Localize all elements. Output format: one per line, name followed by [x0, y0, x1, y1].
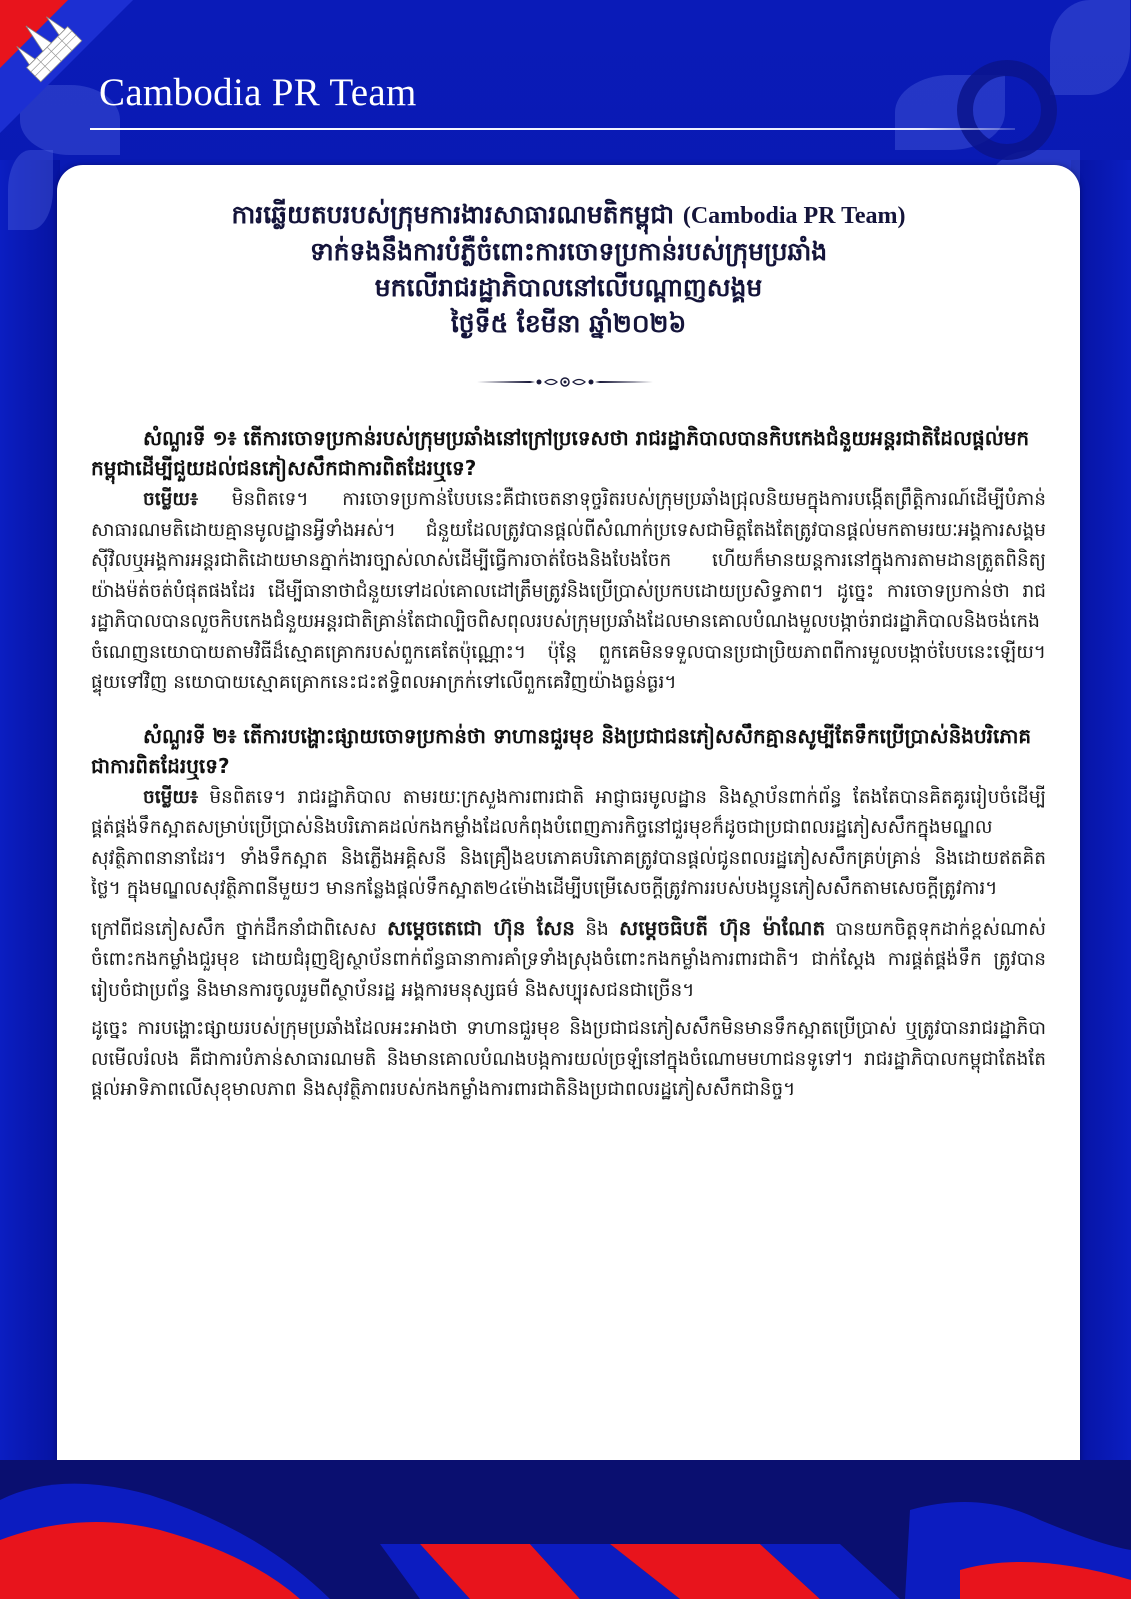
- answer-1-label: ចម្លើយ៖: [143, 489, 199, 510]
- answer-2: [91, 783, 1046, 905]
- background-right-band: [1071, 160, 1131, 1599]
- question-2: សំណួរទី ២៖ តើការបង្ហោះផ្សាយចោទប្រកាន់ថា ទាហានជួរមុខ និងប្រជាជនភៀសសឹកគ្មានសូម្បីតែទឹកប្រើប្រាស់និងបរិភោគ ជាការពិតដែរឬទេ?: [91, 723, 1032, 778]
- heading-line-2: ទាក់ទងនឹងការបំភ្លឺចំពោះការចោទប្រកាន់របស់ក្រុមប្រឆាំង: [309, 237, 828, 266]
- paragraph-text: និង: [574, 918, 620, 940]
- paragraph-text: បានយកចិត្តទុកដាក់ខ្ពស់ណាស់ចំពោះកងកម្លាំងជួរមុខ ដោយជំរុញឱ្យស្ថាប័នពាក់ព័ន្ធធានាការគាំទ្រទាំងស្រុងចំពោះកងកម្លាំងការពារជាតិ។ ជាក់ស្តែង ការផ្គត់ផ្គង់ទឹក ត្រូវបានរៀបចំជាប្រព័ន្ធ និងមានការចូលរួមពីស្ថាប័នរដ្ឋ អង្គការមនុស្សធម៌ និងសប្បុរសជនជាច្រើន។: [91, 918, 1047, 1001]
- paragraph-text: ក្រៅពីជនភៀសសឹក ថ្នាក់ដឹកនាំជាពិសេស: [91, 918, 387, 940]
- document-body: [91, 423, 1046, 1106]
- background-left-band: [0, 160, 60, 1599]
- ornament-divider-icon: [475, 375, 655, 389]
- leader-name-1: សម្តេចតេជោ ហ៊ុន សែន: [386, 915, 575, 940]
- answer-2-paragraph-3: ដូច្នេះ ការបង្ហោះផ្សាយរបស់ក្រុមប្រឆាំងដែលអះអាងថា ទាហានជួរមុខ និងប្រជាជនភៀសសឹកមិនមានទឹកស្អាតប្រើប្រាស់ ឬត្រូវបានរាជរដ្ឋាភិបាលមើលរំលង គឺជាការបំភាន់សាធារណមតិ និងមានគោលបំណងបង្កការយល់ច្រឡំនៅក្នុងចំណោមមហាជនទូទៅ។ រាជរដ្ឋាភិបាលកម្ពុជាតែងតែផ្តល់អាទិភាពលើសុខុមាលភាព និងសុវត្ថិភាពរបស់កងកម្លាំងការពារជាតិនិងប្រជាពលរដ្ឋភៀសសឹកជានិច្ច។: [91, 1018, 1046, 1100]
- question-1: សំណួរទី ១៖ តើការចោទប្រកាន់របស់ក្រុមប្រឆាំងនៅក្រៅប្រទេសថា រាជរដ្ឋាភិបាលបានកិបកេងជំនួយអន្តរជាតិដែលផ្តល់មកកម្ពុជាដើម្បីជួយដល់ជនភៀសសឹកជាការពិតដែរឬទេ?: [91, 426, 1030, 480]
- heading-line-3: មកលើរាជរដ្ឋាភិបាលនៅលើបណ្តាញសង្គម: [374, 273, 763, 302]
- flag-ribbon-decoration: [0, 1460, 1131, 1599]
- answer-2-label: ចម្លើយ៖: [143, 786, 199, 808]
- answer-1: [91, 485, 1046, 699]
- answer-2-text: មិនពិតទេ។ រាជរដ្ឋាភិបាល តាមរយៈក្រសួងការពារជាតិ អាជ្ញាធរមូលដ្ឋាន និងស្ថាប័នពាក់ព័ន្ធ តែងតែបានគិតគូររៀបចំដើម្បីផ្គត់ផ្គង់ទឹកស្អាតសម្រាប់ប្រើប្រាស់និងបរិភោគដល់កងកម្លាំងដែលកំពុងបំពេញភារកិច្ចនៅជួរមុខក៏ដូចជាប្រជាពលរដ្ឋភៀសសឹកក្នុងមណ្ឌលសុវត្ថិភាពនានាដែរ។ ទាំងទឹកស្អាត និងភ្លើងអគ្គិសនី និងគ្រឿងឧបភោគបរិភោគត្រូវបានផ្តល់ជូនពលរដ្ឋភៀសសឹកគ្រប់គ្រាន់ និងដោយឥតគិតថ្លៃ។ ក្នុងមណ្ឌលសុវត្ថិភាពនីមួយៗ មានកន្លែងផ្តល់ទឹកស្អាត២៤ម៉ោងដើម្បីបម្រើសេចក្តីត្រូវការរបស់បងប្អូនភៀសសឹកតាមសេចក្តីត្រូវការ។: [91, 786, 1046, 899]
- heading-date: ថ្ងៃទី៥ ខែមីនា ឆ្នាំ២០២៦: [450, 309, 687, 338]
- answer-2-paragraph-2: [91, 913, 1046, 1007]
- heading-line-1-english: (Cambodia PR Team): [682, 203, 906, 229]
- document-card: [57, 165, 1080, 1545]
- header-title: Cambodia PR Team: [99, 71, 417, 114]
- header-divider: [90, 128, 1015, 130]
- document-heading: [57, 197, 1080, 342]
- answer-1-text: មិនពិតទេ។ ការចោទប្រកាន់បែបនេះគឺជាចេតនាទុច្ចរិតរបស់ក្រុមប្រឆាំងជ្រុលនិយមក្នុងការបង្កើតព្រឹត្តិការណ៍ដើម្បីបំភាន់សាធារណមតិដោយគ្មានមូលដ្ឋានអ្វីទាំងអស់។ ជំនួយដែលត្រូវបានផ្តល់ពីសំណាក់ប្រទេសជាមិត្តតែងតែត្រូវបានផ្តល់មកតាមរយៈអង្គការសង្គមស៊ីវិលឬអង្គការអន្តរជាតិដោយមានភ្នាក់ងារច្បាស់លាស់ដើម្បីធ្វើការចាត់ចែងនិងបែងចែក ហើយក៏មានយន្តការនៅក្នុងការតាមដានត្រួតពិនិត្យយ៉ាងម៉ត់ចត់បំផុតផងដែរ ដើម្បីធានាថាជំនួយទៅដល់គោលដៅត្រឹមត្រូវនិងប្រើប្រាស់ប្រកបដោយប្រសិទ្ធភាព។ ដូច្នេះ ការចោទប្រកាន់ថា រាជរដ្ឋាភិបាលបានលួចកិបកេងជំនួយអន្តរជាតិគ្រាន់តែជាល្បិចពិសពុលរបស់ក្រុមប្រឆាំងដែលមានគោលបំណងមួលបង្កាច់រាជរដ្ឋាភិបាលនិងចង់កេងចំណេញនយោបាយតាមវិធីដ៏ស្មោគគ្រោករបស់ពួកគេតែប៉ុណ្ណោះ។ ប៉ុន្តែ ពួកគេមិនទទួលបានប្រជាប្រិយភាពពីការមួលបង្កាច់បែបនេះឡើយ។ ផ្ទុយទៅវិញ នយោបាយស្មោគគ្រោកនេះជះឥទ្ធិពលអាក្រក់ទៅលើពួកគេវិញយ៉ាងធ្ងន់ធ្ងរ។: [91, 489, 1046, 693]
- leader-name-2: សម្តេចធិបតី ហ៊ុន ម៉ាណែត: [619, 915, 826, 940]
- heading-line-1-khmer: ការឆ្លើយតបរបស់ក្រុមការងារសាធារណមតិកម្ពុជា: [231, 200, 675, 229]
